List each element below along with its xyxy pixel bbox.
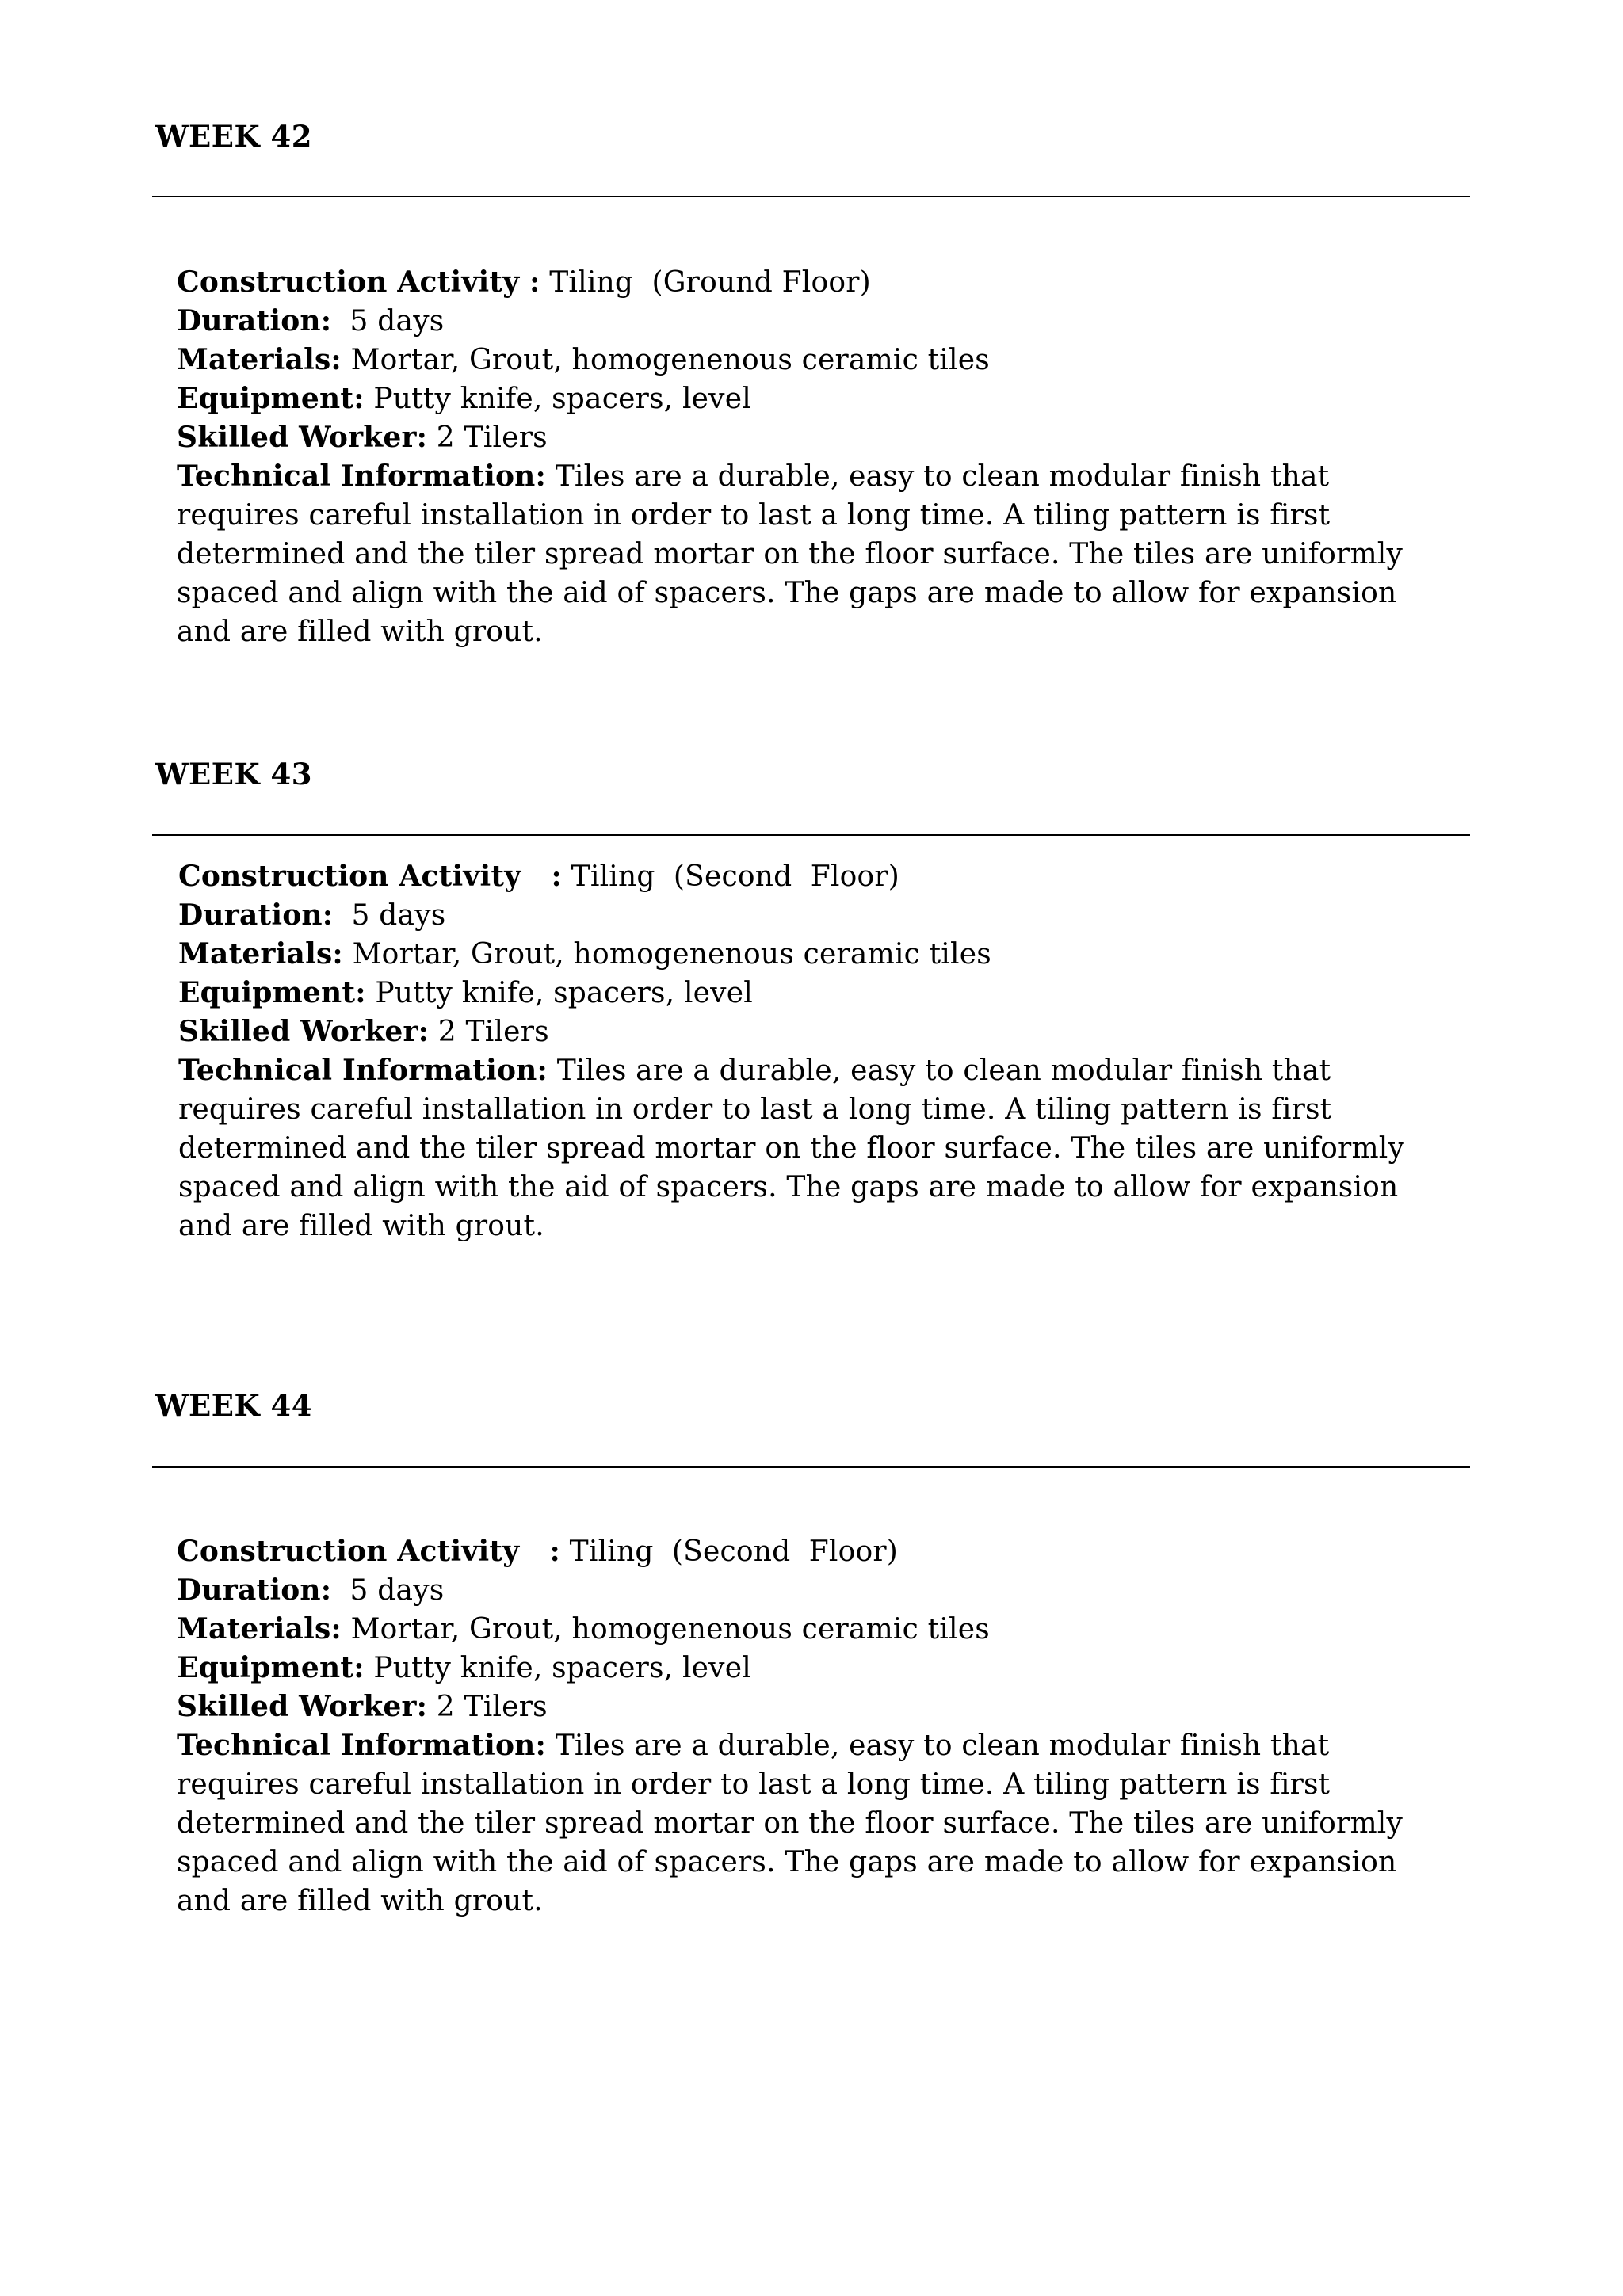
activity-label: Construction Activity : — [178, 860, 563, 893]
equipment-label: Equipment: — [177, 382, 365, 415]
activity-value: Tiling (Second Floor) — [560, 1535, 898, 1568]
section-divider — [152, 1466, 1470, 1468]
skilled-worker-line — [177, 1688, 1476, 1726]
materials-value: Mortar, Grout, homogenenous ceramic tiles — [341, 344, 990, 376]
skilled-worker-line — [177, 418, 1476, 457]
activity-value: Tiling (Ground Floor) — [540, 266, 871, 299]
activity-line — [178, 857, 1478, 896]
technical-information-label: Technical Information: — [178, 1054, 548, 1087]
week-entry — [177, 263, 1476, 651]
skilled-worker-label: Skilled Worker: — [177, 421, 428, 454]
duration-line — [177, 1571, 1476, 1610]
materials-value: Mortar, Grout, homogenenous ceramic tiles — [341, 1613, 990, 1646]
equipment-line — [177, 379, 1476, 418]
activity-line — [177, 1532, 1476, 1571]
technical-information-label: Technical Information: — [177, 1729, 547, 1762]
activity-line — [177, 263, 1476, 302]
skilled-worker-label: Skilled Worker: — [177, 1690, 428, 1723]
duration-label: Duration: — [178, 898, 334, 932]
week-heading: WEEK 44 — [155, 1388, 312, 1423]
equipment-line — [177, 1649, 1476, 1688]
equipment-line — [178, 974, 1478, 1013]
week-entry — [177, 1532, 1476, 1920]
skilled-worker-line — [178, 1013, 1478, 1051]
skilled-worker-value: 2 Tilers — [429, 1016, 549, 1048]
equipment-value: Putty knife, spacers, level — [364, 383, 751, 415]
duration-label: Duration: — [177, 304, 332, 338]
technical-information-text: Tiles are a durable, easy to clean modular finish that requires careful installation in order to last a long time. A tiling pattern is first determined and the tiler spread mortar on the floor surface. The tiles are uniformly spaced and align with the aid of spacers. The gaps are made to allow for expansion and are filled with grout. — [177, 460, 1403, 648]
week-entry — [178, 857, 1478, 1245]
section-divider — [152, 196, 1470, 197]
equipment-value: Putty knife, spacers, level — [364, 1652, 751, 1684]
materials-line — [178, 935, 1478, 974]
technical-information-text: Tiles are a durable, easy to clean modular finish that requires careful installation in order to last a long time. A tiling pattern is first determined and the tiler spread mortar on the floor surface. The tiles are uniformly spaced and align with the aid of spacers. The gaps are made to allow for expansion and are filled with grout. — [177, 1730, 1403, 1917]
skilled-worker-label: Skilled Worker: — [178, 1015, 430, 1048]
week-heading: WEEK 43 — [155, 757, 312, 791]
duration-value: 5 days — [331, 305, 445, 338]
activity-value: Tiling (Second Floor) — [562, 860, 899, 893]
materials-label: Materials: — [178, 937, 343, 971]
materials-value: Mortar, Grout, homogenenous ceramic tiles — [342, 938, 991, 971]
duration-value: 5 days — [331, 1574, 445, 1607]
duration-label: Duration: — [177, 1573, 332, 1607]
materials-line — [177, 1610, 1476, 1649]
materials-line — [177, 341, 1476, 379]
equipment-label: Equipment: — [177, 1651, 365, 1684]
activity-label: Construction Activity : — [177, 265, 540, 299]
technical-information-text: Tiles are a durable, easy to clean modular finish that requires careful installation in order to last a long time. A tiling pattern is first determined and the tiler spread mortar on the floor surface. The tiles are uniformly spaced and align with the aid of spacers. The gaps are made to allow for expansion and are filled with grout. — [178, 1055, 1405, 1242]
materials-label: Materials: — [177, 1612, 342, 1646]
technical-information-label: Technical Information: — [177, 460, 547, 493]
technical-information — [177, 1726, 1421, 1920]
skilled-worker-value: 2 Tilers — [427, 1691, 548, 1723]
section-divider — [152, 834, 1470, 836]
duration-value: 5 days — [333, 899, 446, 932]
activity-label: Construction Activity : — [177, 1535, 561, 1568]
equipment-label: Equipment: — [178, 976, 366, 1009]
skilled-worker-value: 2 Tilers — [427, 421, 548, 454]
duration-line — [177, 302, 1476, 341]
technical-information — [177, 457, 1421, 651]
week-heading: WEEK 42 — [155, 119, 312, 154]
duration-line — [178, 896, 1478, 935]
technical-information — [178, 1051, 1423, 1245]
equipment-value: Putty knife, spacers, level — [365, 977, 753, 1009]
materials-label: Materials: — [177, 343, 342, 376]
